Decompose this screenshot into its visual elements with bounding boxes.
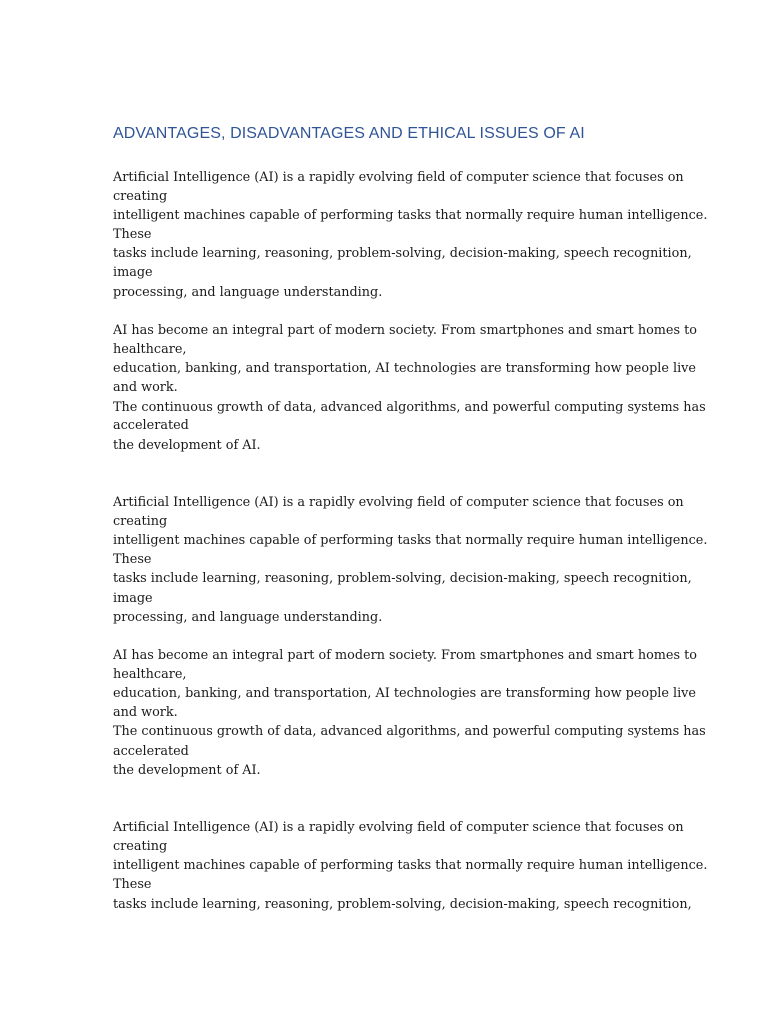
body-line: processing, and language understanding.: [113, 610, 383, 625]
body-line: and work.: [113, 380, 178, 395]
body-line: tasks include learning, reasoning, problem-solving, decision-making, speech recognition,: [113, 246, 692, 261]
body-line: and work.: [113, 705, 178, 720]
body-line: The continuous growth of data, advanced algorithms, and powerful computing systems has: [113, 400, 706, 415]
body-line: Artificial Intelligence (AI) is a rapidly evolving field of computer science that focuses on: [113, 495, 684, 510]
body-line: image: [113, 591, 153, 606]
body-line: healthcare,: [113, 342, 187, 357]
body-line: These: [113, 552, 152, 567]
body-line: tasks include learning, reasoning, problem-solving, decision-making, speech recognition,: [113, 571, 692, 586]
body-line: Artificial Intelligence (AI) is a rapidly evolving field of computer science that focuses on: [113, 820, 684, 835]
body-line: These: [113, 227, 152, 242]
body-line: the development of AI.: [113, 438, 261, 453]
body-line: education, banking, and transportation, AI technologies are transforming how people live: [113, 361, 696, 376]
body-line: image: [113, 265, 153, 280]
body-line: AI has become an integral part of modern society. From smartphones and smart homes to: [113, 323, 697, 338]
body-line: creating: [113, 189, 168, 204]
body-line: education, banking, and transportation, AI technologies are transforming how people live: [113, 686, 696, 701]
body-line: tasks include learning, reasoning, problem-solving, decision-making, speech recognition,: [113, 897, 692, 912]
body-line: accelerated: [113, 744, 189, 759]
body-line: processing, and language understanding.: [113, 285, 383, 300]
body-line: The continuous growth of data, advanced algorithms, and powerful computing systems has: [113, 724, 706, 739]
body-line: the development of AI.: [113, 763, 261, 778]
body-line: accelerated: [113, 418, 189, 433]
body-line: intelligent machines capable of performing tasks that normally require human intelligence.: [113, 858, 708, 873]
document-title: ADVANTAGES, DISADVANTAGES AND ETHICAL ISSUES OF AI: [113, 125, 585, 142]
body-line: intelligent machines capable of performing tasks that normally require human intelligence.: [113, 533, 708, 548]
body-line: healthcare,: [113, 667, 187, 682]
body-line: These: [113, 877, 152, 892]
body-line: creating: [113, 839, 168, 854]
body-line: Artificial Intelligence (AI) is a rapidly evolving field of computer science that focuses on: [113, 170, 684, 185]
body-line: creating: [113, 514, 168, 529]
body-line: intelligent machines capable of performing tasks that normally require human intelligence.: [113, 208, 708, 223]
body-line: AI has become an integral part of modern society. From smartphones and smart homes to: [113, 648, 697, 663]
